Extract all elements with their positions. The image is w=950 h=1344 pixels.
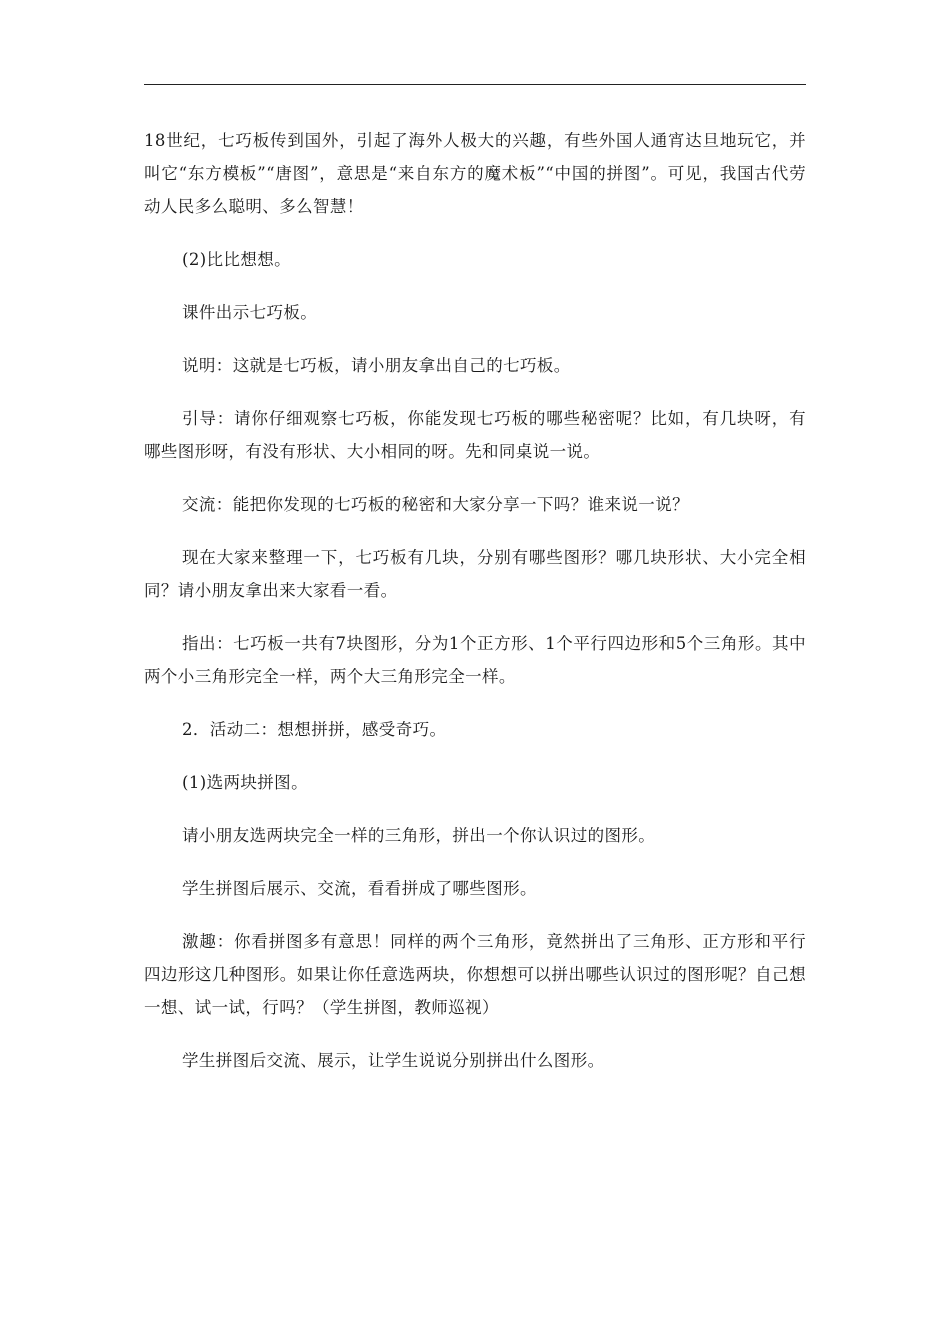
paragraph-point-out: 指出：七巧板一共有7块图形，分为1个正方形、1个平行四边形和5个三角形。其中两个小三角形完全一样，两个大三角形完全一样。 xyxy=(144,634,806,686)
paragraph-explanation: 说明：这就是七巧板，请小朋友拿出自己的七巧板。 xyxy=(182,356,571,375)
paragraph-student-show: 学生拼图后展示、交流，看看拼成了哪些图形。 xyxy=(182,879,537,898)
paragraph-guidance: 引导：请你仔细观察七巧板，你能发现七巧板的哪些秘密呢？比如，有几块呀，有哪些图形呀，有没有形状、大小相同的呀。先和同桌说一说。 xyxy=(144,409,806,461)
paragraph-instruction: 请小朋友选两块完全一样的三角形，拼出一个你认识过的图形。 xyxy=(182,826,656,845)
paragraph-choose-two: (1)选两块拼图。 xyxy=(182,773,308,792)
paragraph-exchange: 交流：能把你发现的七巧板的秘密和大家分享一下吗？谁来说一说？ xyxy=(182,495,689,514)
paragraph-student-exchange: 学生拼图后交流、展示，让学生说说分别拼出什么图形。 xyxy=(182,1051,605,1070)
paragraph-tangram-history: 18世纪，七巧板传到国外，引起了海外人极大的兴趣，有些外国人通宵达旦地玩它，并叫它“东方模板”“唐图”，意思是“来自东方的魔术板”“中国的拼图”。可见，我国古代劳动人民多么聪明、多么智慧！ xyxy=(144,131,806,216)
paragraph-organize: 现在大家来整理一下，七巧板有几块，分别有哪些图形？哪几块形状、大小完全相同？请小朋友拿出来大家看一看。 xyxy=(144,548,806,600)
paragraph-show-tangram: 课件出示七巧板。 xyxy=(182,303,318,322)
paragraph-compare-think: (2)比比想想。 xyxy=(182,250,292,269)
paragraph-motivation: 激趣：你看拼图多有意思！同样的两个三角形，竟然拼出了三角形、正方形和平行四边形这几种图形。如果让你任意选两块，你想想可以拼出哪些认识过的图形呢？自己想一想、试一试，行吗？（学生拼图，教师巡视） xyxy=(144,932,806,1017)
document-body xyxy=(144,124,806,1097)
header-rule xyxy=(144,84,806,85)
paragraph-activity-two: 2．活动二：想想拼拼，感受奇巧。 xyxy=(182,720,447,739)
